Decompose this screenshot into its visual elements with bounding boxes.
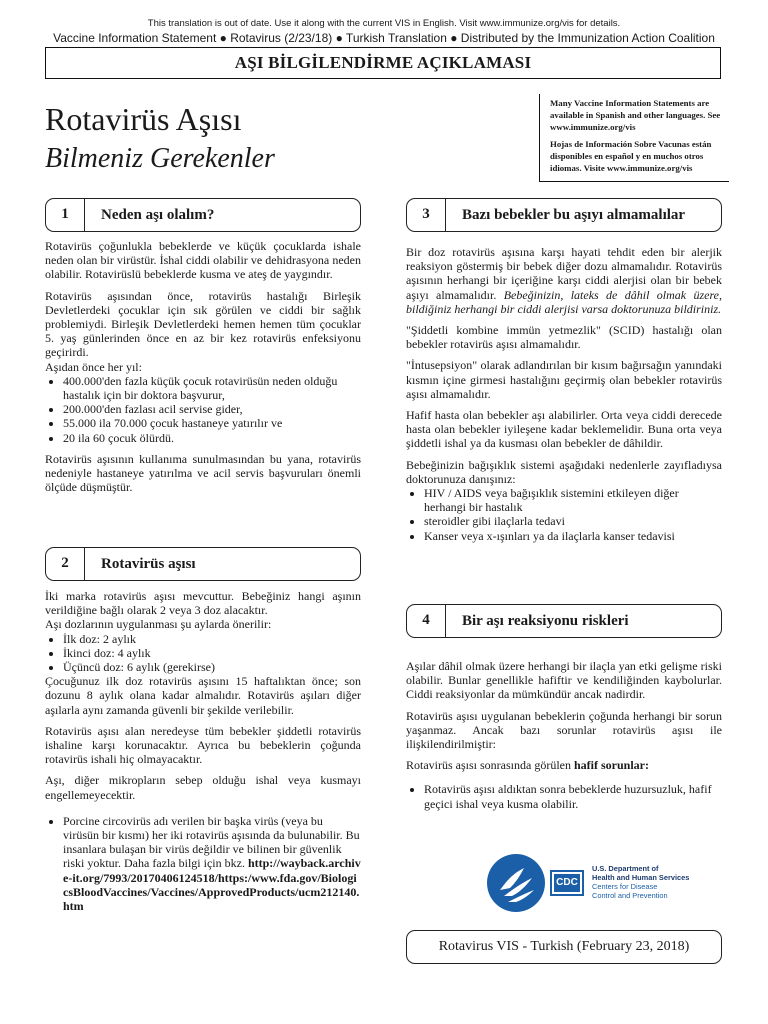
section-1-body [45, 239, 361, 501]
info-spanish: Hojas de Información Sobre Vacunas están disponibles en español y en muchos otros idiomas. Visite www.immunize.org/vis [550, 139, 712, 173]
section-2-body [45, 589, 361, 920]
list-item: • Üçüncü doz: 6 aylık (gerekirse) [63, 660, 361, 674]
paragraph: "İntusepsiyon" olarak adlandırılan bir kısım bağırsağın yanındaki kısmın içine girmesi hastalığını geçirmiş olan bebekler rotavirüs aşısı almamalıdır. [406, 358, 722, 401]
paragraph-italic: Bebeğinizin, lateks de dâhil olmak üzere, bildiğiniz herhangi bir ciddi alerjisi varsa doktorunuza bildiriniz. [406, 287, 723, 316]
hhs-text [592, 864, 689, 900]
paragraph-text: Bir doz rotavirüs aşısına karşı hayati tehdit eden bir alerjik reaksiyon göstermiş bir bebek diğer dozu almamalıdır. Rotavirüs aşısının herhangi bir içeriğine karşı ciddi alerjisi olan bir bebek aşıyı almamalıdır. [406, 245, 722, 302]
paragraph: Aşı dozlarının uygulanması şu aylarda önerilir: [45, 617, 272, 632]
list-item [63, 814, 361, 913]
immune-list [406, 486, 722, 543]
paragraph-bold: hafif sorunlar: [573, 758, 649, 773]
section-number: 4 [407, 605, 446, 637]
bullet-text: Porcine circovirüs adı verilen bir başka virüs (veya bu virüsün bir kısmı) her iki rotavirüs aşısında da bulunabilir. Bu insanlara bulaşan bir virüs değildir ve bilinen bir güvenlik riski yoktur. Daha fazla bilgi için bkz. [63, 813, 360, 871]
paragraph: Rotavirüs aşısından önce, rotavirüs hastalığı Birleşik Devletlerdeki çocuklar için sık görülen ve ciddi bir sağlık problemiydi. Birleşik Devletlerdeki hemen hemen tüm çocuklar 5. yaş günlerinden önce en az bir kez rotavirüs enfeksiyonu geçirirdi. [45, 288, 361, 360]
paragraph-text: Rotavirüs aşısı sonrasında görülen [406, 758, 574, 773]
paragraph: Aşıdan önce her yıl: [45, 359, 142, 374]
mild-problems-list [406, 782, 722, 810]
section-title: Bazı bebekler bu aşıyı almamalılar [462, 206, 686, 223]
paragraph: Aşılar dâhil olmak üzere herhangi bir ilaçla yan etki gelişme riski olabilir. Bunlar genellikle hafiftir ve kendiliğinden kaybolurlar. Ciddi reaksiyonlar da mümkündür ancak nadirdir. [406, 659, 722, 702]
list-item: • Kanser veya x-ışınları ya da ilaçlarla kanser tedavisi [424, 529, 722, 543]
list-item: • İlk doz: 2 aylık [63, 632, 361, 646]
cdc-logo-text: CDC [556, 877, 578, 888]
list-item: • 400.000'den fazla küçük çocuk rotavirüsün neden olduğu hastalık için bir doktora başvurur, [63, 374, 361, 402]
section-title: Bir aşı reaksiyonu riskleri [462, 612, 629, 629]
paragraph: Rotavirüs aşısı uygulanan bebeklerin çoğunda herhangi bir sorun yaşanmaz. Ancak bazı sorunlar rotavirüs aşısı ile ilişkilendirilmiştir: [406, 708, 722, 752]
paragraph: "Şiddetli kombine immün yetmezlik" (SCID) hastalığı olan bebekler rotavirüs aşısı almamalıdır. [406, 323, 722, 352]
logo-line: U.S. Department of [592, 864, 659, 873]
document-meta-line: Vaccine Information Statement ● Rotavirus (2/23/18) ● Turkish Translation ● Distributed by the Immunization Action Coalition [53, 31, 715, 45]
banner-title: AŞI BİLGİLENDİRME AÇIKLAMASI [45, 47, 721, 79]
paragraph: Bebeğinizin bağışıklık sistemi aşağıdaki nedenlerle zayıfladıysa doktorunuza danışınız: [406, 457, 722, 486]
fda-link[interactable]: http://wayback.archive-it.org/7993/20170406124518/https:/www.fda.gov/BiologicsBloodVaccines/Vaccines/ApprovedProducts/ucm212140.htm [63, 856, 361, 914]
list-item: • 200.000'den fazlası acil servise gider, [63, 402, 361, 416]
section-2-header [45, 547, 361, 581]
info-english: Many Vaccine Information Statements are available in Spanish and other languages. See www.immunize.org/vis [550, 98, 721, 132]
paragraph: Rotavirüs aşısı alan neredeyse tüm bebekler şiddetli rotavirüs ishaline karşı korunacaktır. Ayrıca bu bebeklerin çoğunda rotavirüs ishali hiç olmayacaktır. [45, 723, 361, 767]
section-number: 2 [46, 548, 85, 580]
section-4-body [406, 659, 722, 818]
paragraph: Çocuğunuz ilk doz rotavirüs aşısını 15 haftalıktan önce; son dozunu 8 aylık olana kadar almalıdır. Rotavirüs aşıları diğer aşılarla aynı zamanda güvenli bir şekilde verilebilir. [45, 674, 361, 717]
cdc-hhs-logo [486, 852, 690, 914]
logo-line: Health and Human Services [592, 873, 690, 882]
list-item: • 20 ila 60 çocuk ölürdü. [63, 431, 361, 445]
dose-list [45, 632, 361, 675]
section-3-body [406, 245, 722, 550]
language-info-box [539, 94, 729, 182]
list-item: • İkinci doz: 4 aylık [63, 646, 361, 660]
logo-line: Control and Prevention [592, 891, 668, 900]
page-title: Rotavirüs Aşısı [45, 101, 242, 137]
section-title: Neden aşı olalım? [101, 206, 215, 223]
section-3-header [406, 198, 722, 232]
section-1-header [45, 198, 361, 232]
list-item: • HIV / AIDS veya bağışıklık sistemini etkileyen diğer herhangi bir hastalık [424, 486, 722, 514]
section-4-header [406, 604, 722, 638]
paragraph: Aşı, diğer mikropların sebep olduğu ishal veya kusmayı engellemeyecektir. [45, 773, 361, 802]
section-title: Rotavirüs aşısı [101, 555, 196, 572]
circovirus-list [45, 814, 361, 913]
page-subtitle: Bilmeniz Gerekenler [45, 143, 275, 174]
list-item: • 55.000 ila 70.000 çocuk hastaneye yatırılır ve [63, 416, 361, 430]
paragraph: Rotavirüs aşısının kullanıma sunulmasından bu yana, rotavirüs nedeniyle hastaneye yatırılma ve acil servis başvuruları önemli ölçüde düşmüştür. [45, 451, 361, 495]
section-number: 3 [407, 199, 446, 231]
paragraph [406, 245, 722, 316]
footer-vis-label: Rotavirus VIS - Turkish (February 23, 2018) [406, 930, 722, 964]
stats-list [45, 374, 361, 445]
outdated-notice: This translation is out of date. Use it along with the current VIS in English. Visit www.immunize.org/vis for details. [147, 18, 621, 29]
logo-line: Centers for Disease [592, 882, 658, 891]
paragraph: Hafif hasta olan bebekler aşı alabilirler. Orta veya ciddi derecede hasta olan bebekler iyileşene kadar beklemelidir. Buna orta veya şiddetli ishal ya da kusması olan bebekler de dâhildir. [406, 408, 722, 451]
paragraph [406, 758, 722, 772]
paragraph: İki marka rotavirüs aşısı mevcuttur. Bebeğiniz hangi aşının verildiğine bağlı olarak 2 veya 3 doz alacaktır. [45, 589, 361, 618]
paragraph: Rotavirüs çoğunlukla bebeklerde ve küçük çocuklarda ishale neden olan bir virüstür. İshal ciddi olabilir ve dehidrasyona neden olabilir. Rotavirüslü bebeklerde kusma ve ateş de yaygındır. [45, 239, 361, 282]
list-item: • steroidler gibi ilaçlarla tedavi [424, 514, 722, 528]
list-item: • Rotavirüs aşısı aldıktan sonra bebeklerde huzursuzluk, hafif geçici ishal veya kusma olabilir. [424, 782, 722, 810]
section-number: 1 [46, 199, 85, 231]
